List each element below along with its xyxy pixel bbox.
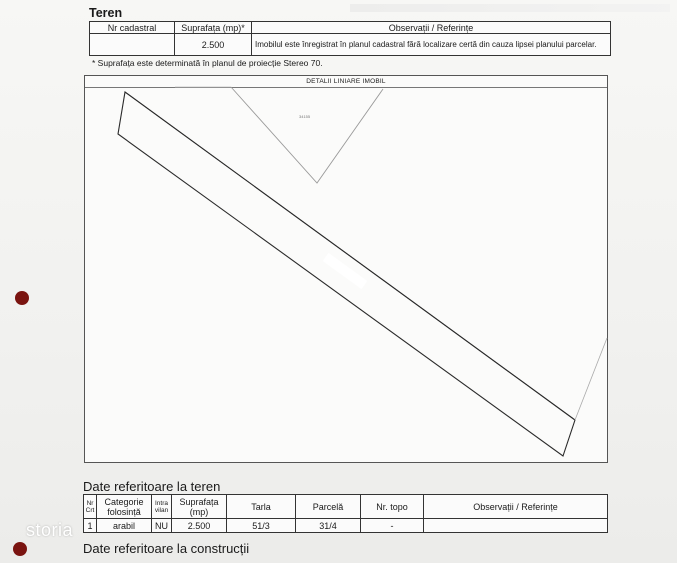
teren-header-suprafata: Suprafața (mp)* [175,22,252,34]
col-suprafata: Suprafața (mp) [172,495,227,519]
col-tarla: Tarla [227,495,296,519]
parcel-plan [84,75,608,463]
cell-parcela: 31/4 [296,519,361,533]
date-teren-table [83,494,608,533]
cell-observatii [424,519,608,533]
plan-parcel-label: 34155 [299,114,311,119]
col-categorie: Categorie folosință [97,495,152,519]
adjacent-boundary-line [575,338,607,420]
teren-header-nr-cadastral: Nr cadastral [90,22,175,34]
cell-nr-crt: 1 [84,519,97,533]
storia-watermark: storia [26,520,74,540]
cell-suprafata: 2.500 [172,519,227,533]
teren-title: Teren [89,6,123,20]
date-constructii-title: Date referitoare la construcții [83,541,250,556]
col-nr-topo: Nr. topo [361,495,424,519]
teren-cell-suprafata: 2.500 [175,34,252,56]
teren-table [89,21,611,56]
bleed-through [350,4,670,12]
teren-header-observatii: Observații / Referințe [252,22,611,34]
teren-cell-observatii: Imobilul este înregistrat în planul cadastral fără localizare certă din cauza lipsei planului parcelar. [252,34,611,56]
col-observatii: Observații / Referințe [424,495,608,519]
cell-nr-topo: - [361,519,424,533]
redacted-label [323,253,368,289]
cell-intravilan: NU [152,519,172,533]
teren-cell-nr-cadastral [90,34,175,56]
neighbor-parcel-outline [231,87,383,183]
date-teren-title: Date referitoare la teren [83,479,221,494]
col-intravilan: Intra vilan [152,495,172,519]
col-nr-crt: Nr Crt [84,495,97,519]
punch-hole-top [15,291,29,305]
plan-drawing [85,76,609,464]
plan-header: DETALII LINIARE IMOBIL [85,76,607,88]
cell-categorie: arabil [97,519,152,533]
cell-tarla: 51/3 [227,519,296,533]
parcel-edge-inner [125,92,575,420]
punch-hole-bottom [13,542,27,556]
col-parcela: Parcelă [296,495,361,519]
teren-footnote: * Suprafața este determinată în planul de proiecție Stereo 70. [92,58,323,68]
